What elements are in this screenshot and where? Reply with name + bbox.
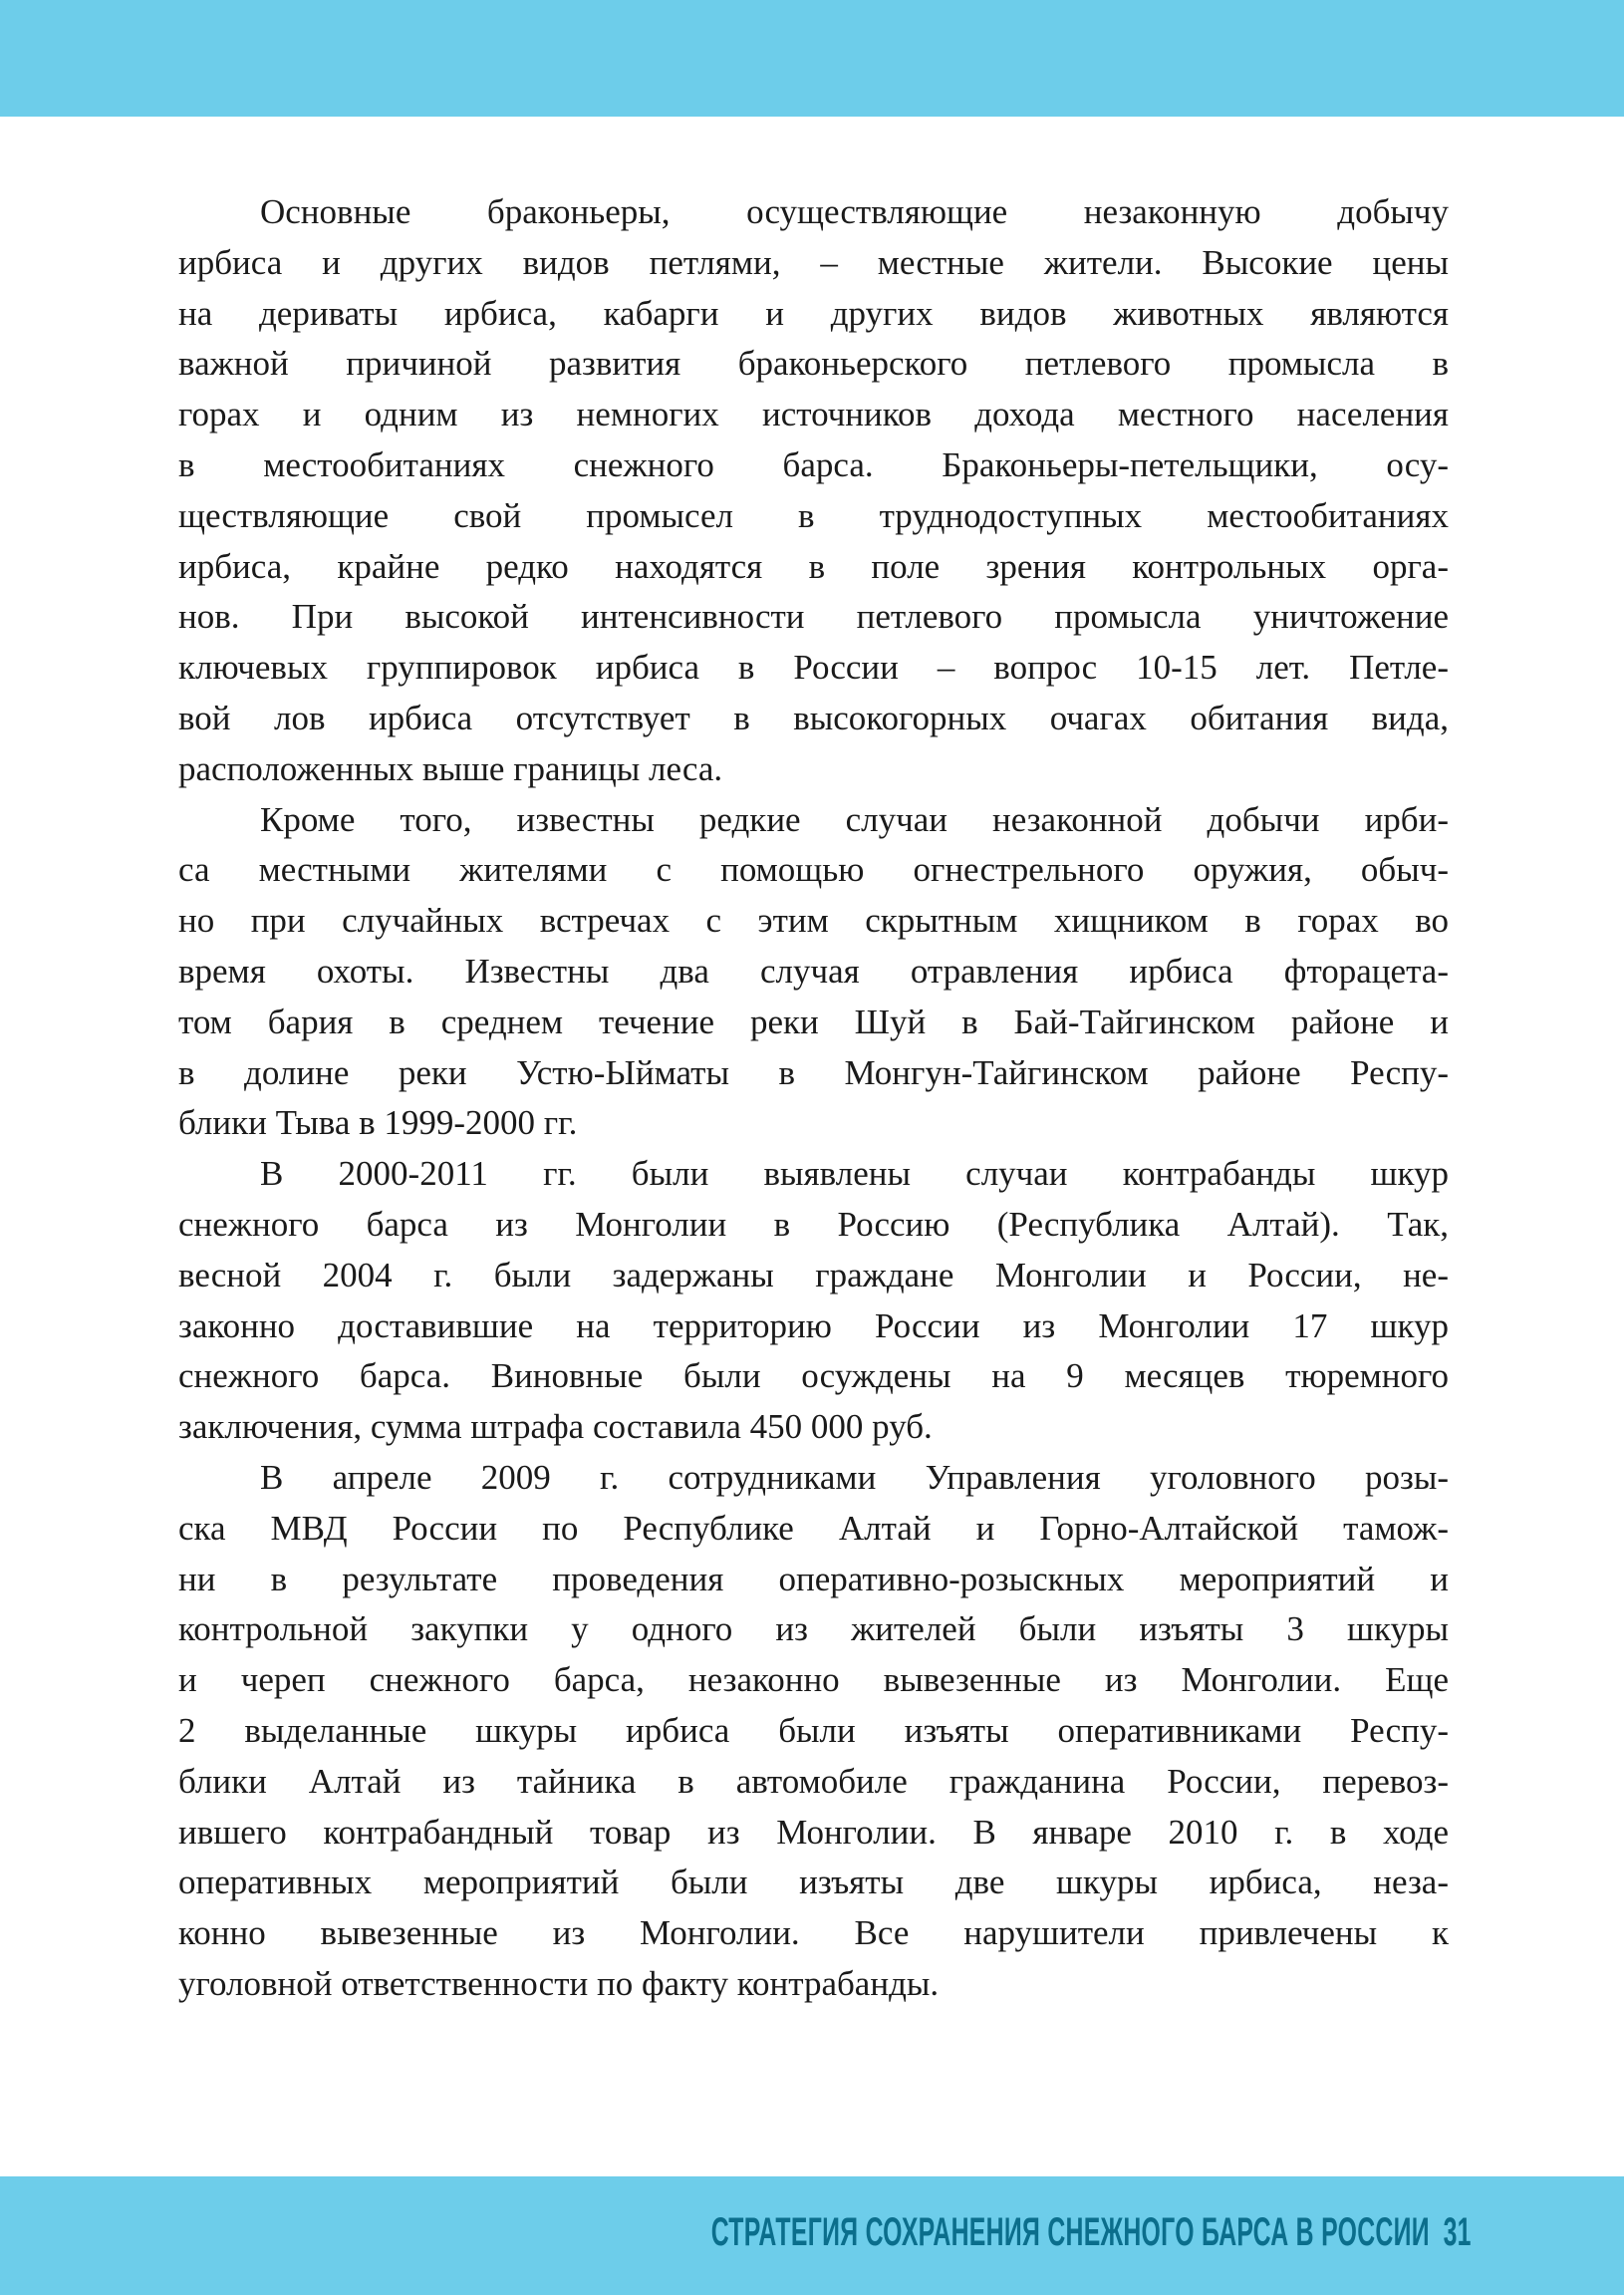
text-line: блики Алтай из тайника в автомобиле гражданина России, перевоз- <box>178 1761 1449 1801</box>
text-line: время охоты. Известны два случая отравления ирбиса фторацета- <box>178 951 1449 991</box>
text-line: том бария в среднем течение реки Шуй в Бай-Тайгинском районе и <box>178 1002 1449 1041</box>
paragraph <box>178 1149 1449 1453</box>
paragraph <box>178 795 1449 1150</box>
body-text <box>178 187 1449 2010</box>
text-line: снежного барса из Монголии в Россию (Республика Алтай). Так, <box>178 1204 1449 1244</box>
text-line: оперативных мероприятий были изъяты две шкуры ирбиса, неза- <box>178 1863 1449 1902</box>
text-line: но при случайных встречах с этим скрытным хищником в горах во <box>178 901 1449 941</box>
text-line: ни в результате проведения оперативно-розыскных мероприятий и <box>178 1559 1449 1598</box>
text-line: контрольной закупки у одного из жителей были изъяты 3 шкуры <box>178 1609 1449 1649</box>
text-line: и череп снежного барса, незаконно вывезенные из Монголии. Еще <box>178 1660 1449 1700</box>
text-line: весной 2004 г. были задержаны граждане Монголии и России, не- <box>178 1255 1449 1294</box>
text-line: ществляющие свой промысел в труднодоступных местообитаниях <box>178 495 1449 535</box>
text-line: расположенных выше границы леса. <box>178 748 723 788</box>
text-line: ключевых группировок ирбиса в России – вопрос 10-15 лет. Петле- <box>178 648 1449 688</box>
text-line: са местными жителями с помощью огнестрельного оружия, обыч- <box>178 850 1449 890</box>
text-line: ска МВД России по Республике Алтай и Горно-Алтайской тамож- <box>178 1508 1449 1548</box>
text-line: вой лов ирбиса отсутствует в высокогорных очагах обитания вида, <box>178 698 1449 737</box>
text-line: В апреле 2009 г. сотрудниками Управления уголовного розы- <box>260 1457 1449 1497</box>
text-line: В 2000-2011 гг. были выявлены случаи контрабанды шкур <box>260 1154 1449 1194</box>
header-band <box>0 0 1624 117</box>
paragraph <box>178 187 1449 795</box>
text-line: законно доставившие на территорию России из Монголии 17 шкур <box>178 1305 1449 1345</box>
text-line: конно вывезенные из Монголии. Все нарушители привлечены к <box>178 1913 1449 1953</box>
text-line: важной причиной развития браконьерского петлевого промысла в <box>178 344 1449 384</box>
text-line: 2 выделанные шкуры ирбиса были изъяты оперативниками Респу- <box>178 1710 1449 1750</box>
running-footer <box>711 2210 1472 2255</box>
text-line: Кроме того, известны редкие случаи незаконной добычи ирби- <box>260 799 1449 839</box>
page-number: 31 <box>1443 2210 1472 2254</box>
text-line: ирбиса, крайне редко находятся в поле зрения контрольных орга- <box>178 546 1449 586</box>
text-line: в долине реки Устю-Ыйматы в Монгун-Тайгинском районе Респу- <box>178 1052 1449 1092</box>
text-line: на дериваты ирбиса, кабарги и других видов животных являются <box>178 293 1449 333</box>
text-line: снежного барса. Виновные были осуждены на 9 месяцев тюремного <box>178 1356 1449 1396</box>
text-line: нов. При высокой интенсивности петлевого промысла уничтожение <box>178 597 1449 637</box>
text-line: ирбиса и других видов петлями, – местные жители. Высокие цены <box>178 242 1449 282</box>
text-line: в местообитаниях снежного барса. Браконьеры-петельщики, осу- <box>178 444 1449 484</box>
paragraph <box>178 1453 1449 2010</box>
footer-title: СТРАТЕГИЯ СОХРАНЕНИЯ СНЕЖНОГО БАРСА В РОССИИ <box>710 2210 1431 2254</box>
text-line: блики Тыва в 1999-2000 гг. <box>178 1103 578 1143</box>
text-line: уголовной ответственности по факту контрабанды. <box>178 1963 940 2003</box>
text-line: ившего контрабандный товар из Монголии. В январе 2010 г. в ходе <box>178 1812 1449 1852</box>
text-line: горах и одним из немногих источников дохода местного населения <box>178 395 1449 434</box>
text-line: заключения, сумма штрафа составила 450 000 руб. <box>178 1407 933 1447</box>
text-line: Основные браконьеры, осуществляющие незаконную добычу <box>260 192 1449 231</box>
